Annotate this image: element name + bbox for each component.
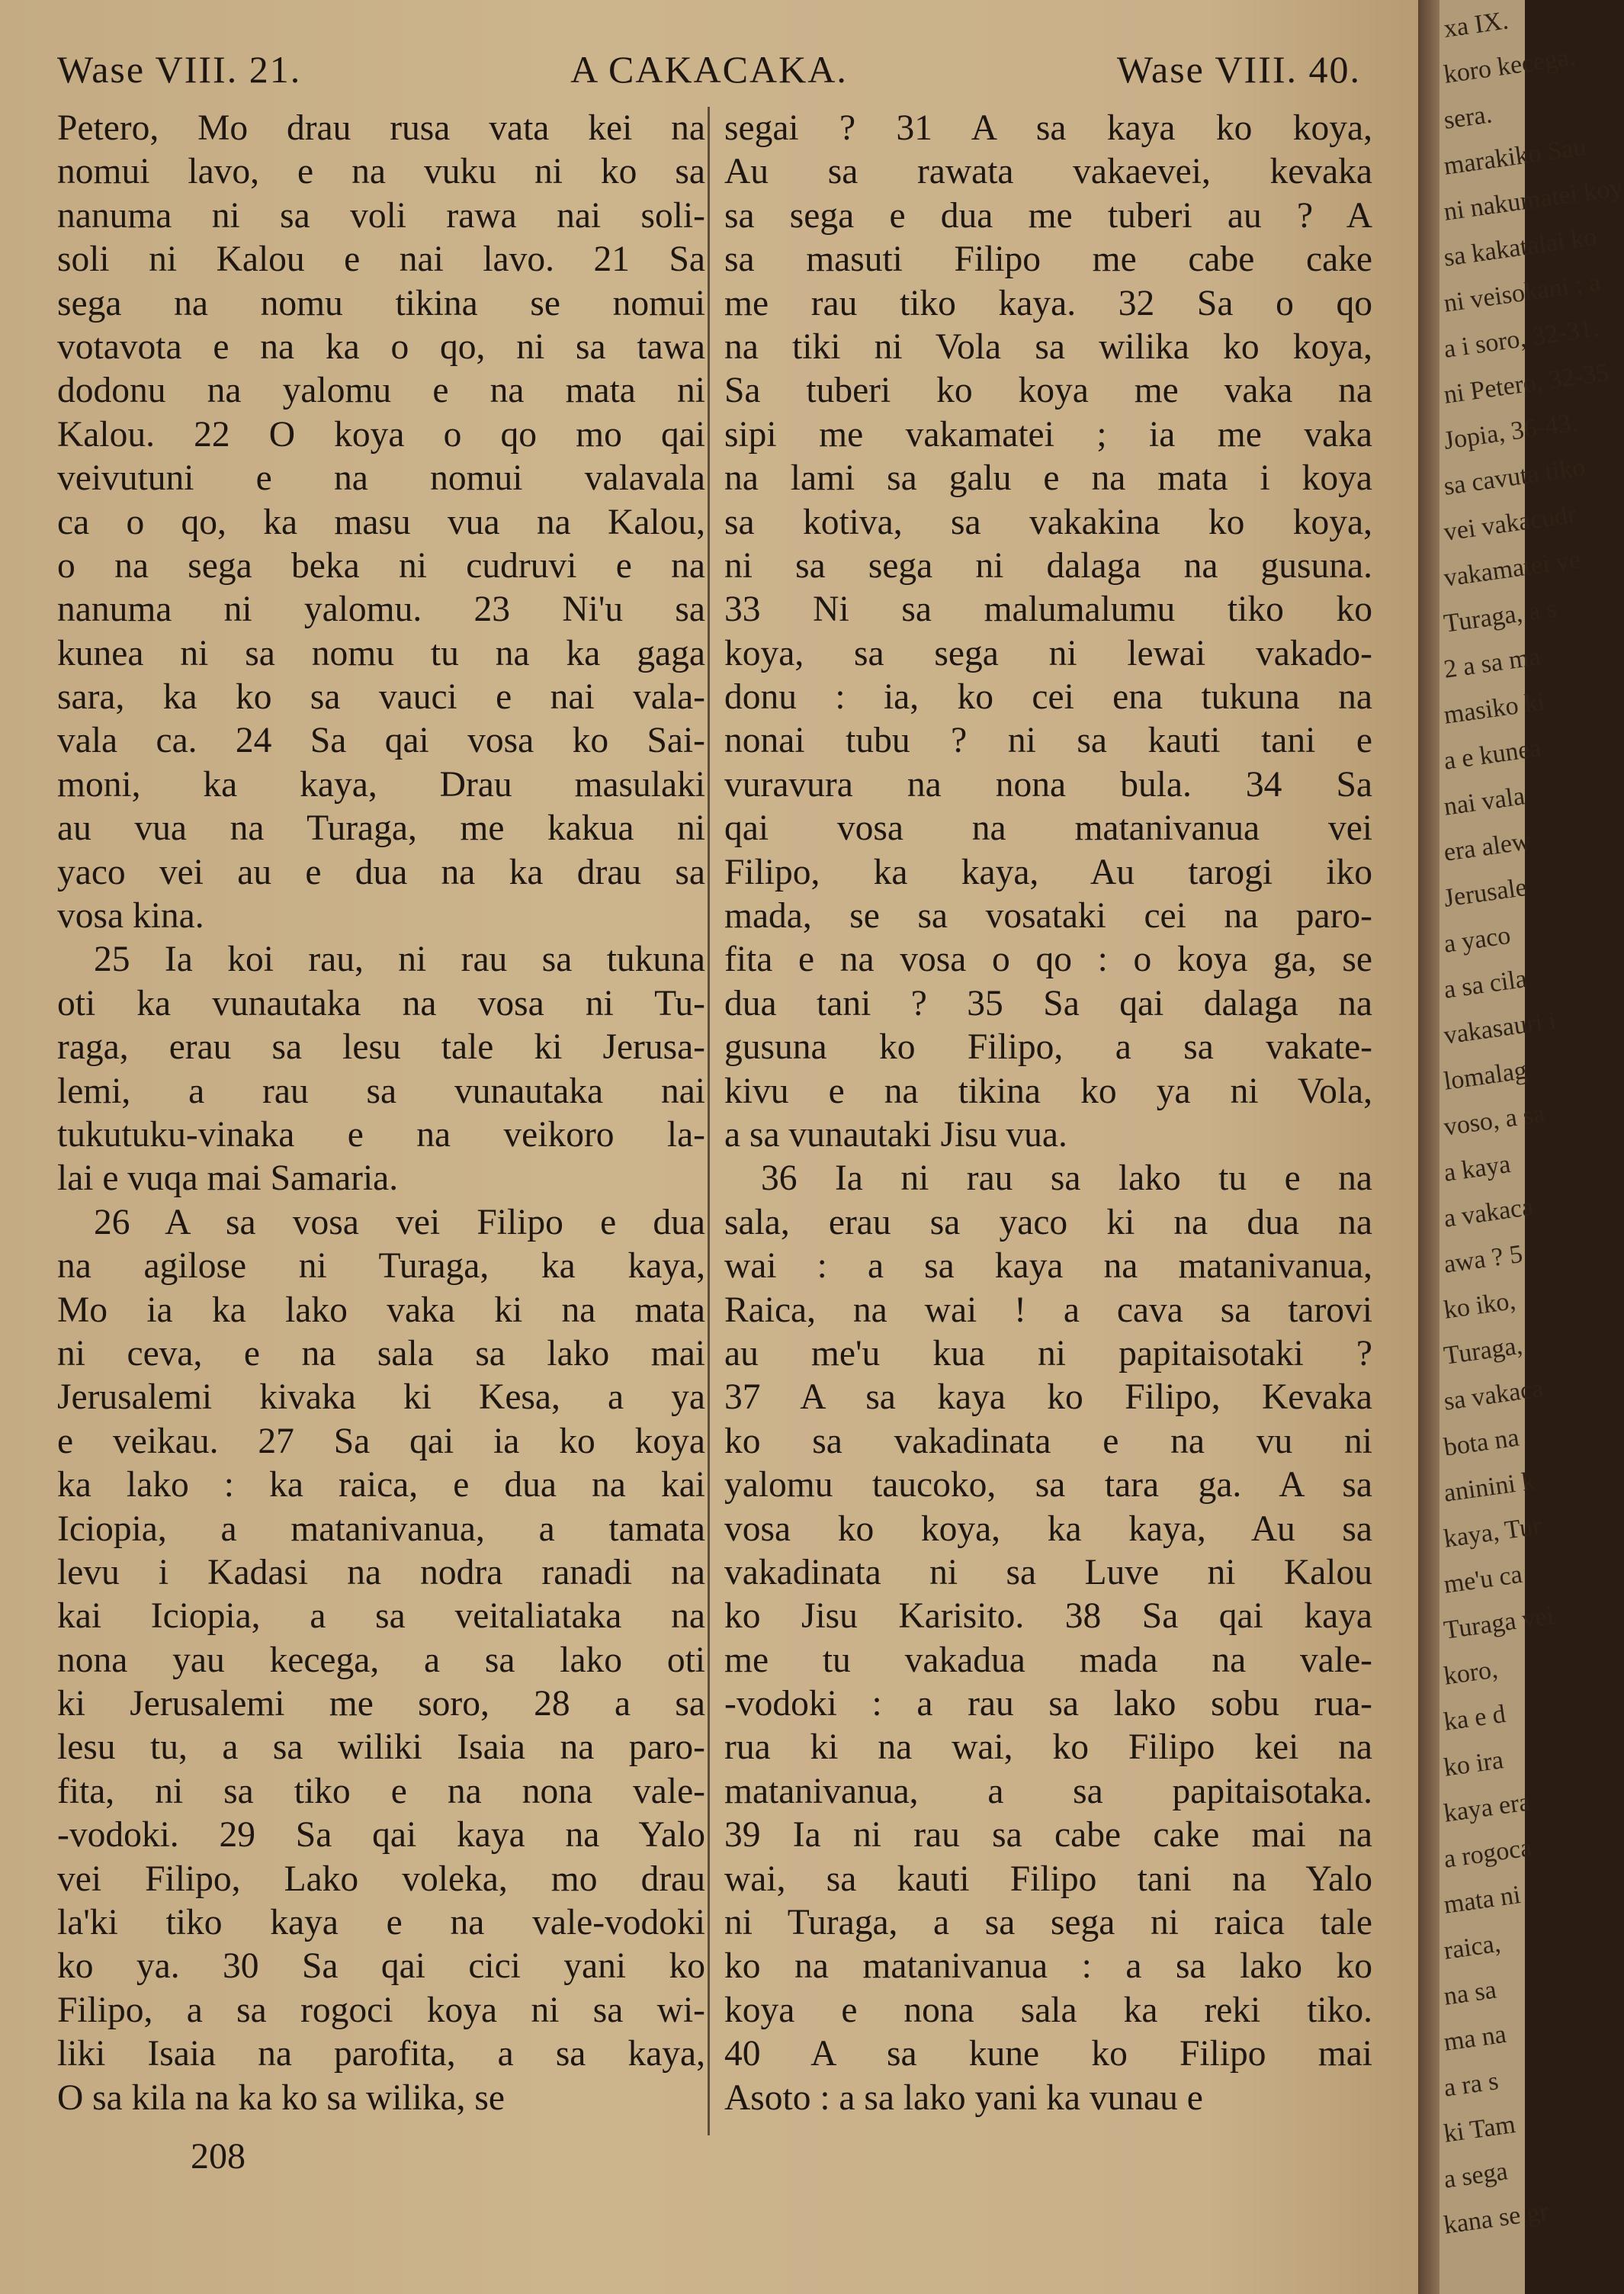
text-line: Petero, Mo drau rusa vata kei na xyxy=(57,108,705,148)
next-page-fragment: a kaya xyxy=(1442,1149,1513,1187)
text-line: na lami sa galu e na mata i koya xyxy=(724,458,1372,499)
text-line: sa sega e dua me tuberi au ? A xyxy=(724,195,1372,236)
text-line: qai vosa na matanivanua vei xyxy=(724,808,1372,849)
text-line: sega na nomu tikina se nomui xyxy=(57,283,705,323)
text-line: vosa ko koya, ka kaya, Au sa xyxy=(724,1508,1372,1549)
text-line: fita e na vosa o qo : o koya ga, se xyxy=(724,940,1372,980)
text-line: ko Jisu Karisito. 38 Sa qai kaya xyxy=(724,1596,1372,1637)
text-line: a sa vunautaki Jisu vua. xyxy=(724,1114,1067,1155)
header-title: A CAKACAKA. xyxy=(570,48,848,91)
text-line: kivu e na tikina ko ya ni Vola, xyxy=(724,1071,1372,1111)
text-line: Mo ia ka lako vaka ki na mata xyxy=(57,1290,705,1330)
text-line: sala, erau sa yaco ki na dua na xyxy=(724,1202,1372,1242)
text-line: na agilose ni Turaga, ka kaya, xyxy=(57,1246,705,1287)
page-number: 208 xyxy=(191,2136,246,2177)
next-page-fragment: voso, a sa xyxy=(1442,1099,1547,1142)
text-line: ko ya. 30 Sa qai cici yani ko xyxy=(57,1946,705,1987)
next-page-fragment: koro, xyxy=(1442,1655,1500,1691)
text-line: Asoto : a sa lako yani ka vunau e xyxy=(724,2077,1203,2118)
next-page-fragment: a rogoca xyxy=(1442,1833,1534,1874)
text-line: yaco vei au e dua na ka drau sa xyxy=(57,852,705,892)
text-line: sara, ka ko sa vauci e nai vala- xyxy=(57,677,705,718)
text-line: nonai tubu ? ni sa kauti tani e xyxy=(724,721,1372,761)
text-line: vei Filipo, Lako voleka, mo drau xyxy=(57,1859,705,1899)
next-page-fragment: bota na xyxy=(1442,1423,1521,1462)
text-line: Raica, na wai ! a cava sa tarovi xyxy=(724,1290,1372,1330)
text-line: -vodoki : a rau sa lako sobu rua- xyxy=(724,1684,1372,1724)
next-page-fragment: era alew xyxy=(1442,827,1533,867)
next-page-fragment: ki Tam xyxy=(1442,2110,1517,2148)
column-divider xyxy=(708,107,710,2135)
next-page-edge xyxy=(1439,0,1624,2294)
text-line: koya, sa sega ni lewai vakado- xyxy=(724,633,1372,673)
text-line: lai e vuqa mai Samaria. xyxy=(57,1158,399,1199)
text-line: ni sa sega ni dalaga na gusuna. xyxy=(724,545,1372,586)
text-line: sa masuti Filipo me cabe cake xyxy=(724,239,1372,280)
text-line: -vodoki. 29 Sa qai kaya na Yalo xyxy=(57,1815,705,1855)
right-text-column xyxy=(724,107,1372,2120)
text-line: nanuma ni yalomu. 23 Ni'u sa xyxy=(57,590,705,630)
book-gutter xyxy=(1418,0,1439,2294)
next-page-fragment: mata ni xyxy=(1442,1881,1523,1920)
next-page-fragment: a yaco xyxy=(1442,920,1513,959)
next-page-fragment: kaya, Tur xyxy=(1442,1512,1543,1553)
next-page-fragment: ma na xyxy=(1442,2019,1508,2057)
next-page-fragment: raica, xyxy=(1442,1929,1503,1965)
next-page-fragment: vakamatei ve xyxy=(1442,545,1583,593)
text-line: dodonu na yalomu e na mata ni xyxy=(57,371,705,411)
text-line: Sa tuberi ko koya me vaka na xyxy=(724,371,1372,411)
next-page-fragment: Turaga vei xyxy=(1442,1601,1556,1645)
text-line: wai : a sa kaya na matanivanua, xyxy=(724,1246,1372,1287)
text-line: 36 Ia ni rau sa lako tu e na xyxy=(761,1158,1372,1199)
next-page-fragment: me'u ca xyxy=(1442,1560,1524,1599)
text-line: kai Iciopia, a sa veitaliataka na xyxy=(57,1596,705,1637)
text-line: 37 A sa kaya ko Filipo, Kevaka xyxy=(724,1377,1372,1418)
text-line: lemi, a rau sa vunautaka nai xyxy=(57,1071,705,1111)
text-line: wai, sa kauti Filipo tani na Yalo xyxy=(724,1859,1372,1899)
text-line: O sa kila na ka ko sa wilika, se xyxy=(57,2077,505,2118)
text-line: 33 Ni sa malumalumu tiko ko xyxy=(724,590,1372,630)
text-line: oti ka vunautaka na vosa ni Tu- xyxy=(57,983,705,1023)
next-page-fragment: ka e d xyxy=(1442,1699,1507,1737)
next-page-fragment: sa kakatalai ko xyxy=(1442,223,1599,272)
text-line: vala ca. 24 Sa qai vosa ko Sai- xyxy=(57,721,705,761)
text-line: ko sa vakadinata e na vu ni xyxy=(724,1421,1372,1461)
text-line: na tiki ni Vola sa wilika ko koya, xyxy=(724,326,1372,367)
text-line: votavota e na ka o qo, ni sa tawa xyxy=(57,326,705,367)
next-page-fragment: xa IX. xyxy=(1442,6,1510,43)
next-page-fragment: vakasauri i xyxy=(1442,1006,1558,1050)
header-left-reference: Wase VIII. 21. xyxy=(57,48,302,91)
text-line: mada, se sa vosataki cei na paro- xyxy=(724,896,1372,937)
text-line: soli ni Kalou e nai lavo. 21 Sa xyxy=(57,239,705,280)
next-page-fragment: koro kecega, xyxy=(1442,43,1577,89)
text-line: nona yau kecega, a sa lako oti xyxy=(57,1640,705,1680)
text-line: lesu tu, a sa wiliki Isaia na paro- xyxy=(57,1727,705,1768)
next-page-fragment: a i soro, 32-31. xyxy=(1442,313,1601,364)
text-line: 25 Ia koi rau, ni rau sa tukuna xyxy=(94,940,705,980)
running-header xyxy=(57,47,1361,101)
text-line: o na sega beka ni cudruvi e na xyxy=(57,545,705,586)
next-page-fragment: sera. xyxy=(1442,100,1494,135)
next-page-fragment: a sega xyxy=(1442,2157,1510,2194)
text-line: Filipo, ka kaya, Au tarogi iko xyxy=(724,852,1372,892)
text-line: koya e nona sala ka reki tiko. xyxy=(724,1990,1372,2030)
text-line: la'ki tiko kaya e na vale-vodoki xyxy=(57,1903,705,1943)
text-line: gusuna ko Filipo, a sa vakate- xyxy=(724,1027,1372,1068)
text-line: 26 A sa vosa vei Filipo e dua xyxy=(94,1202,705,1242)
text-line: donu : ia, ko cei ena tukuna na xyxy=(724,677,1372,718)
header-right-reference: Wase VIII. 40. xyxy=(1116,48,1361,91)
text-line: fita, ni sa tiko e na nona vale- xyxy=(57,1771,705,1811)
next-page-fragment: ni veisokani ; a xyxy=(1442,268,1603,318)
next-page-fragment: a ra s xyxy=(1442,2067,1500,2103)
text-line: kunea ni sa nomu tu na ka gaga xyxy=(57,633,705,673)
text-line: nomui lavo, e na vuku ni ko sa xyxy=(57,152,705,192)
text-line: ki Jerusalemi me soro, 28 a sa xyxy=(57,1684,705,1724)
text-line: liki Isaia na parofita, a sa kaya, xyxy=(57,2034,705,2074)
text-line: yalomu taucoko, sa tara ga. A sa xyxy=(724,1465,1372,1505)
text-line: vuravura na nona bula. 34 Sa xyxy=(724,764,1372,805)
next-page-fragment: sa vakaca xyxy=(1442,1374,1545,1416)
text-line: ca o qo, ka masu vua na Kalou, xyxy=(57,502,705,542)
text-line: me rau tiko kaya. 32 Sa o qo xyxy=(724,283,1372,323)
text-line: raga, erau sa lesu tale ki Jerusa- xyxy=(57,1027,705,1068)
text-line: sa kotiva, sa vakakina ko koya, xyxy=(724,502,1372,542)
text-line: levu i Kadasi na nodra ranadi na xyxy=(57,1552,705,1592)
next-page-fragment: marakiko Sau xyxy=(1442,133,1588,181)
next-page-fragment: a vakaca xyxy=(1442,1192,1536,1233)
text-line: 40 A sa kune ko Filipo mai xyxy=(724,2034,1372,2074)
text-line: au vua na Turaga, me kakua ni xyxy=(57,808,705,849)
next-page-fragment: 2 a sa ma xyxy=(1442,642,1542,684)
next-page-fragment: Jerusale xyxy=(1442,872,1529,913)
next-page-fragment: ni Petero, 32-35 xyxy=(1442,358,1611,410)
text-line: vosa kina. xyxy=(57,896,204,937)
text-line: vakadinata ni sa Luve ni Kalou xyxy=(724,1552,1372,1592)
text-line: nanuma ni sa voli rawa nai soli- xyxy=(57,195,705,236)
text-line: dua tani ? 35 Sa qai dalaga na xyxy=(724,983,1372,1023)
text-line: ni ceva, e na sala sa lako mai xyxy=(57,1333,705,1374)
next-page-fragment: ko iko, xyxy=(1442,1287,1518,1325)
next-page-fragment: a sa cila xyxy=(1442,964,1529,1004)
next-page-fragment: aninini k xyxy=(1442,1467,1537,1508)
next-page-fragment: ko ira xyxy=(1442,1746,1506,1782)
next-page-fragment: vei vakacudr xyxy=(1442,500,1578,547)
next-page-fragment: lomalag xyxy=(1442,1055,1529,1096)
text-line: Iciopia, a matanivanua, a tamata xyxy=(57,1508,705,1549)
next-page-fragment: a e kunea xyxy=(1442,734,1543,776)
text-line: 39 Ia ni rau sa cabe cake mai na xyxy=(724,1815,1372,1855)
next-page-fragment: Turaga, a s xyxy=(1442,594,1558,638)
text-line: au me'u kua ni papitaisotaki ? xyxy=(724,1333,1372,1374)
text-line: Kalou. 22 O koya o qo mo qai xyxy=(57,414,705,455)
text-line: e veikau. 27 Sa qai ia ko koya xyxy=(57,1421,705,1461)
text-line: matanivanua, a sa papitaisotaka. xyxy=(724,1771,1372,1811)
next-page-fragment: masiko ki xyxy=(1442,687,1547,730)
left-text-column xyxy=(57,107,705,2120)
text-line: rua ki na wai, ko Filipo kei na xyxy=(724,1727,1372,1768)
next-page-fragment: na sa xyxy=(1442,1975,1498,2011)
text-line: Jerusalemi kivaka ki Kesa, a ya xyxy=(57,1377,705,1418)
next-page-fragment: awa ? 5 xyxy=(1442,1239,1525,1279)
text-line: Filipo, a sa rogoci koya ni sa wi- xyxy=(57,1990,705,2030)
text-line: sipi me vakamatei ; ia me vaka xyxy=(724,414,1372,455)
text-line: moni, ka kaya, Drau masulaki xyxy=(57,764,705,805)
text-line: tukutuku-vinaka e na veikoro la- xyxy=(57,1114,705,1155)
next-page-fragment: Turaga, xyxy=(1442,1331,1525,1370)
next-page-fragment: sa cavuta tiko xyxy=(1442,453,1587,501)
text-line: ko na matanivanua : a sa lako ko xyxy=(724,1946,1372,1987)
text-line: ni Turaga, a sa sega ni raica tale xyxy=(724,1903,1372,1943)
text-line: me tu vakadua mada na vale- xyxy=(724,1640,1372,1680)
next-page-fragment: kana se gr xyxy=(1442,2197,1550,2240)
text-line: ka lako : ka raica, e dua na kai xyxy=(57,1465,705,1505)
next-page-fragment: nai vala xyxy=(1442,782,1527,821)
text-line: Au sa rawata vakaevei, kevaka xyxy=(724,152,1372,192)
text-line: segai ? 31 A sa kaya ko koya, xyxy=(724,108,1372,148)
next-page-fragment: ni nakumatei koy xyxy=(1442,173,1624,227)
next-page-fragment: kaya era xyxy=(1442,1788,1533,1828)
text-line: veivutuni e na nomui valavala xyxy=(57,458,705,499)
next-page-fragment: Jopia, 36-43. xyxy=(1442,408,1580,455)
